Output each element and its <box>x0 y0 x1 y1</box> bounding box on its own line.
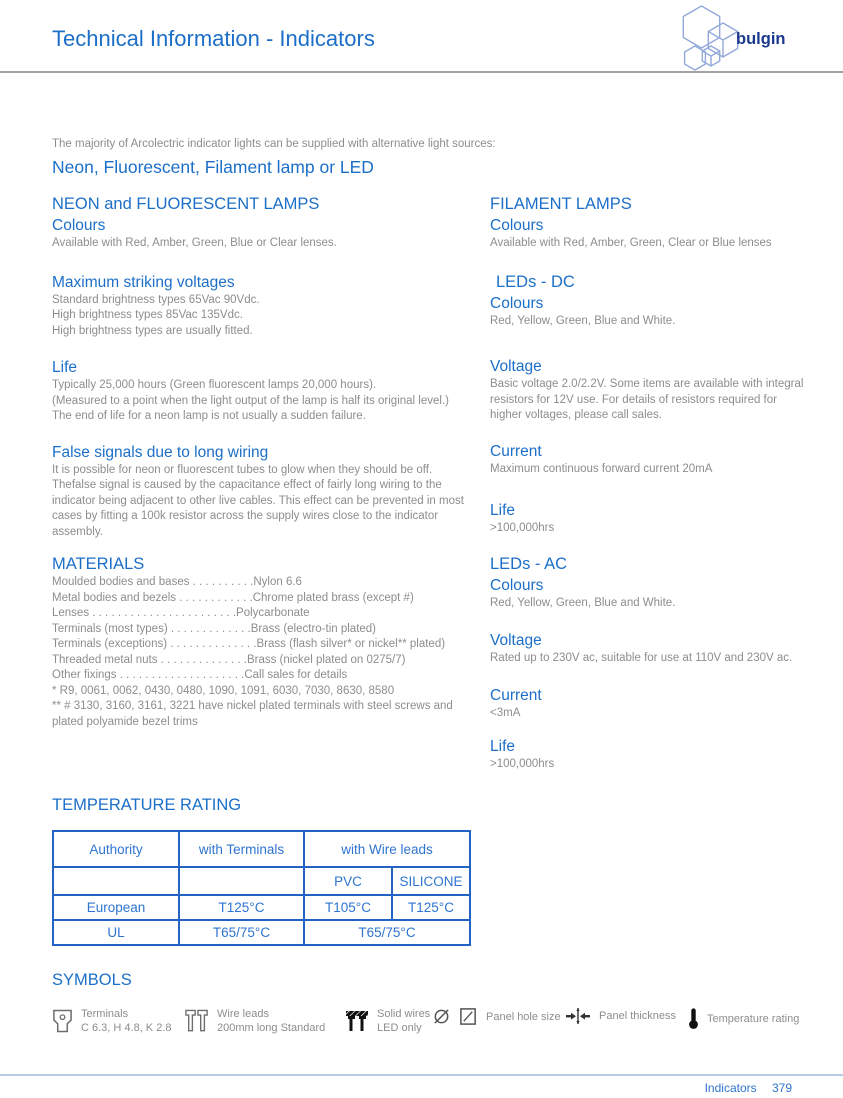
table-subheader-row <box>53 867 470 895</box>
material-footnote: ** # 3130, 3160, 3161, 3221 have nickel plated terminals with steel screws and plated polyamide bezel trims <box>52 700 453 728</box>
section-striking-voltages <box>52 272 464 340</box>
material-line: Metal bodies and bezels . . . . . . . . . . . .Chrome plated brass (except #) <box>52 591 414 604</box>
section-dc-voltage <box>490 356 812 424</box>
material-line: Threaded metal nuts . . . . . . . . . . . . . .Brass (nickel plated on 0275/7) <box>52 653 406 666</box>
footer-section-label: Indicators <box>704 1081 757 1095</box>
hole-diameter-icon <box>432 1007 451 1026</box>
section-symbols <box>52 970 812 1049</box>
symbol-panel-hole-size <box>432 1007 561 1026</box>
body-line: Typically 25,000 hours (Green fluorescent lamps 20,000 hours). <box>52 379 377 391</box>
section-heading: LEDs - AC <box>490 554 568 573</box>
material-line: Terminals (most types) . . . . . . . . . . . . .Brass (electro-tin plated) <box>52 622 377 635</box>
intro-block <box>52 137 652 178</box>
section-dc-current <box>490 441 812 478</box>
section-heading: Maximum striking voltages <box>52 273 235 291</box>
thermometer-icon <box>688 1007 699 1030</box>
temperature-rating-table <box>52 830 471 946</box>
table-row <box>53 920 470 945</box>
symbol-label: Panel hole size <box>486 1010 561 1023</box>
symbol-label: Solid wires LED only <box>377 1008 431 1034</box>
symbol-label: Wire leads 200mm long Standard <box>217 1008 326 1034</box>
section-ac-life <box>490 736 812 773</box>
right-column <box>490 194 812 773</box>
section-body: It is possible for neon or fluorescent tubes to glow when they should be off. Thefalse signal is caused by the capacitance effect of fairly long wiring to the indicator being adjacent to other live cables. This effect can be prevented in most cases by fitting a 100k resistor across the supply wires close to the indicator assembly. <box>52 463 464 538</box>
section-body: Rated up to 230V ac, suitable for use at 110V and 230V ac. <box>490 652 793 664</box>
section-subheading: Colours <box>490 294 544 312</box>
subheader-pvc: PVC <box>304 867 392 895</box>
section-leds-dc <box>490 272 812 330</box>
section-subheading: Colours <box>490 217 544 234</box>
header-with-wire-leads: with Wire leads <box>304 831 470 867</box>
symbols-row <box>52 1007 812 1049</box>
material-line: Other fixings . . . . . . . . . . . . . . . . . . . .Call sales for details <box>52 669 348 681</box>
symbol-solid-wires <box>345 1007 430 1035</box>
header-with-terminals: with Terminals <box>179 831 304 867</box>
intro-subtitle: Neon, Fluorescent, Filament lamp or LED <box>52 157 374 177</box>
solid-wires-icon <box>345 1009 369 1033</box>
symbol-label: Panel thickness <box>599 1010 677 1022</box>
footer <box>705 1081 792 1095</box>
cell-terminals: T65/75°C <box>179 920 304 945</box>
panel-thickness-icon <box>565 1007 591 1025</box>
material-line: Moulded bodies and bases . . . . . . . . . .Nylon 6.6 <box>52 576 302 588</box>
symbol-label: Temperature rating <box>707 1012 800 1025</box>
body-line: High brightness types are usually fitted. <box>52 324 253 337</box>
terminals-icon <box>52 1009 73 1033</box>
section-heading: FILAMENT LAMPS <box>490 195 632 213</box>
section-body: Basic voltage 2.0/2.2V. Some items are available with integral resistors for 12V use. For details of resistors required for higher voltages, please call sales. <box>490 378 804 421</box>
body-line: The end of life for a neon lamp is not usually a sudden failure. <box>52 410 366 422</box>
section-heading: SYMBOLS <box>52 971 132 989</box>
cell-wire-leads: T65/75°C <box>304 920 470 945</box>
section-body: Red, Yellow, Green, Blue and White. <box>490 596 676 609</box>
material-footnote: * R9, 0061, 0062, 0430, 0480, 1090, 1091, 6030, 7030, 8630, 8580 <box>52 684 395 697</box>
section-heading: Life <box>52 359 77 376</box>
section-body: >100,000hrs <box>490 522 555 534</box>
symbol-terminals <box>52 1007 172 1035</box>
body-line: Standard brightness types 65Vac 90Vdc. <box>52 293 260 306</box>
wire-leads-icon <box>185 1009 209 1034</box>
section-body: Red, Yellow, Green, Blue and White. <box>490 314 676 327</box>
brand-logo <box>679 4 795 72</box>
section-ac-current <box>490 685 812 722</box>
section-heading: False signals due to long wiring <box>52 443 269 461</box>
symbol-panel-thickness <box>565 1007 676 1025</box>
table-header-row <box>53 831 470 867</box>
table-row <box>53 895 470 920</box>
section-neon-life <box>52 357 464 425</box>
cell-terminals: T125°C <box>179 895 304 920</box>
symbol-temperature-rating <box>688 1007 799 1030</box>
header-authority: Authority <box>53 831 179 867</box>
page-header <box>0 0 843 73</box>
section-heading: Voltage <box>490 358 542 375</box>
section-leds-ac <box>490 554 812 612</box>
section-body: <3mA <box>490 706 521 719</box>
section-body: Available with Red, Amber, Green, Blue or Clear lenses. <box>52 237 337 249</box>
section-subheading: Colours <box>52 217 106 234</box>
section-subheading: Colours <box>490 576 544 594</box>
body-line: (Measured to a point when the light output of the lamp is half its original level.) <box>52 394 449 407</box>
symbol-label: Terminals C 6.3, H 4.8, K 2.8 <box>81 1008 172 1034</box>
section-body: >100,000hrs <box>490 758 555 770</box>
page-title: Technical Information - Indicators <box>52 26 375 51</box>
section-false-signals <box>52 442 464 541</box>
section-neon-fluorescent <box>52 194 464 252</box>
left-column <box>52 194 464 730</box>
section-heading: Life <box>490 502 515 519</box>
material-line: Lenses . . . . . . . . . . . . . . . . . . . . . . .Polycarbonate <box>52 607 310 619</box>
section-ac-voltage <box>490 630 812 667</box>
material-line: Terminals (exceptions) . . . . . . . . . . . . . .Brass (flash silver* or nickel** plated) <box>52 638 446 650</box>
section-body: Maximum continuous forward current 20mA <box>490 462 713 475</box>
cell-silicone: T125°C <box>392 895 470 920</box>
section-temperature-rating <box>52 795 471 946</box>
cell-authority: European <box>53 895 179 920</box>
section-heading: NEON and FLUORESCENT LAMPS <box>52 195 320 213</box>
subheader-silicone: SILICONE <box>392 867 470 895</box>
section-filament-lamps <box>490 194 812 252</box>
section-heading: LEDs - DC <box>496 272 575 291</box>
section-body: Available with Red, Amber, Green, Clear or Blue lenses <box>490 237 772 249</box>
section-heading: TEMPERATURE RATING <box>52 796 242 814</box>
footer-page-number: 379 <box>771 1081 792 1095</box>
section-heading: Current <box>490 442 542 460</box>
square-hole-icon <box>459 1007 478 1026</box>
section-dc-life <box>490 500 812 537</box>
intro-lead-text: The majority of Arcolectric indicator lights can be supplied with alternative light sources: <box>52 138 496 150</box>
footer-rule <box>0 1074 843 1076</box>
section-heading: Current <box>490 686 542 704</box>
empty-cell <box>53 867 179 895</box>
cell-authority: UL <box>53 920 179 945</box>
cell-pvc: T105°C <box>304 895 392 920</box>
section-heading: MATERIALS <box>52 555 145 573</box>
empty-cell <box>179 867 304 895</box>
brand-name: bulgin <box>736 30 786 48</box>
section-heading: Voltage <box>490 632 542 649</box>
symbol-wire-leads <box>185 1007 325 1035</box>
body-line: High brightness types 85Vac 135Vdc. <box>52 309 243 321</box>
section-materials <box>52 554 464 730</box>
section-heading: Life <box>490 738 515 755</box>
